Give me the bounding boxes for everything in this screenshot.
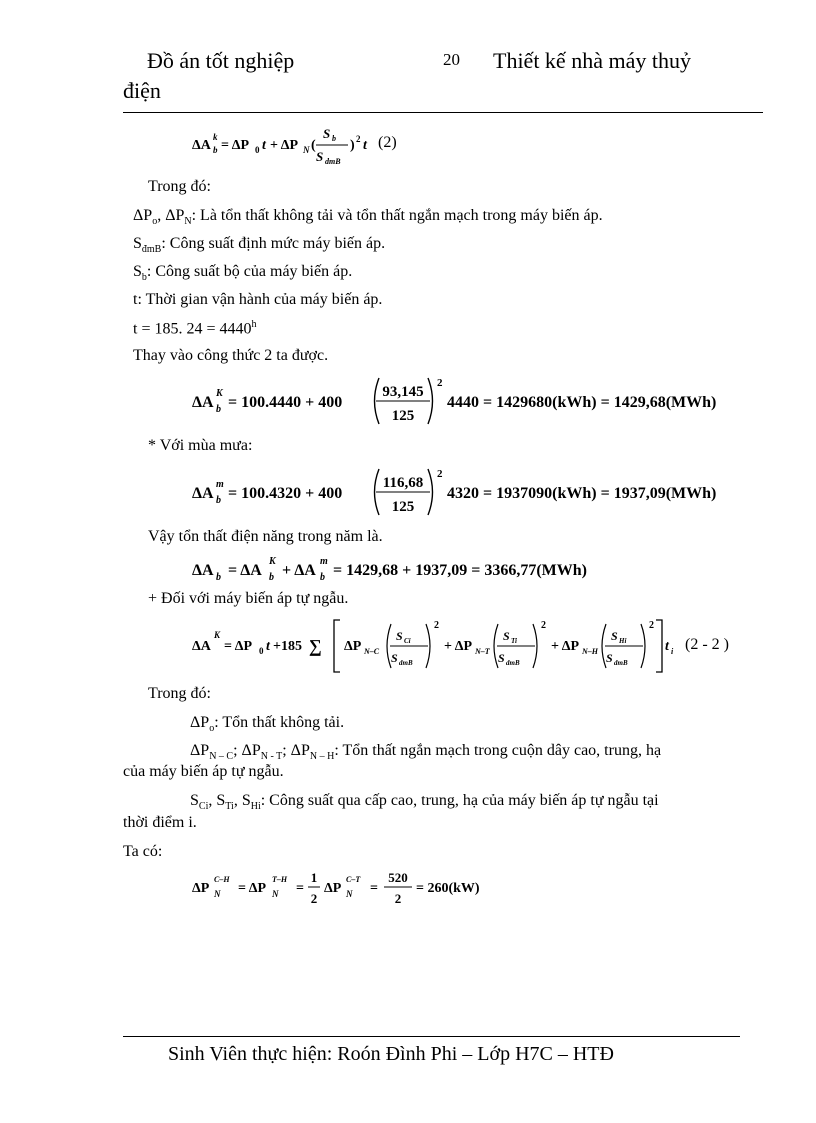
equation-2-2-label: (2 - 2 )	[685, 636, 729, 653]
svg-text:N–H: N–H	[582, 647, 598, 656]
svg-text:ΔA: ΔA	[192, 639, 211, 654]
where-heading-2: Trong đó:	[148, 685, 211, 702]
def-dp-text: : Là tổn thất không tải và tổn thất ngắn mạch trong máy biến áp.	[191, 207, 603, 224]
def-sdm: $S_{đmB}$: Công suất định mức máy biến áp.	[133, 235, 386, 256]
t-unit: h	[251, 319, 257, 330]
def-sb-text: : Công suất bộ của máy biến áp.	[146, 263, 353, 280]
svg-text:∑: ∑	[309, 636, 322, 656]
equation-sum	[192, 552, 652, 586]
svg-text:= ΔA: = ΔA	[228, 562, 262, 579]
eq-m-num: 116,68	[382, 475, 424, 491]
svg-text:t: t	[363, 138, 367, 153]
svg-text:b: b	[213, 145, 218, 155]
svg-text:i: i	[671, 647, 674, 656]
eq-sum-result: = 1429,68 + 1937,09 = 3366,77(MWh)	[333, 562, 588, 579]
svg-text:t: t	[262, 138, 266, 153]
svg-text:=: =	[296, 881, 304, 896]
svg-text:N: N	[303, 145, 310, 155]
header-rule	[123, 112, 763, 113]
svg-text:dmB: dmB	[399, 659, 413, 667]
svg-text:0: 0	[259, 646, 264, 656]
eq-pn-frac-num: 1	[310, 870, 318, 885]
svg-text:Ti: Ti	[511, 637, 517, 645]
svg-text:S: S	[323, 126, 331, 141]
equation-rainy-season	[192, 463, 762, 521]
svg-text:): )	[350, 138, 355, 153]
svg-text:k: k	[213, 132, 218, 142]
svg-text:ΔP: ΔP	[192, 881, 210, 896]
def2-pn-cont: của máy biến áp tự ngẫu.	[123, 763, 284, 780]
footer-rule	[123, 1036, 740, 1037]
svg-text:2: 2	[541, 620, 546, 631]
svg-text:b: b	[216, 572, 221, 583]
def2-s-text: : Công suất qua cấp cao, trung, hạ của máy biến áp tự ngẫu tại	[260, 792, 659, 809]
svg-text:m: m	[320, 556, 328, 567]
def2-s: $S_{Ci}$, $S_{Ti}$, $S_{Hi}$: Công suất qua cấp cao, trung, hạ của máy biến áp tự ngẫu tại	[190, 792, 659, 813]
svg-text:S: S	[606, 651, 613, 665]
svg-text:ΔA: ΔA	[192, 138, 211, 153]
svg-text:(: (	[311, 138, 316, 153]
header-title-right: Thiết kế nhà máy thuỷ	[493, 48, 691, 73]
svg-text:S: S	[396, 629, 403, 643]
svg-text:b: b	[332, 134, 336, 143]
equation-pn-svg	[192, 862, 522, 912]
svg-text:S: S	[498, 651, 505, 665]
svg-text:+185: +185	[273, 639, 302, 654]
eq-k-consts: = 100.4440 + 400	[228, 394, 343, 411]
svg-text:K: K	[214, 630, 221, 640]
equation-2-2-svg	[192, 614, 752, 678]
svg-text:+ ΔP: + ΔP	[270, 138, 299, 153]
svg-text:b: b	[269, 572, 274, 583]
svg-text:2: 2	[434, 620, 439, 631]
svg-text:t: t	[266, 639, 270, 654]
eq-m-den: 125	[391, 499, 415, 515]
equation-rainy-svg	[192, 463, 762, 521]
svg-text:m: m	[216, 479, 224, 490]
svg-text:= ΔP: = ΔP	[224, 639, 253, 654]
equation-dry-svg	[192, 372, 762, 430]
t-calculation	[133, 319, 257, 338]
eq-pn-result: = 260(kW)	[416, 881, 480, 896]
eq-k-num: 93,145	[382, 384, 424, 400]
svg-text:N–T: N–T	[475, 647, 490, 656]
svg-text:S: S	[316, 149, 324, 164]
svg-text:2: 2	[437, 468, 443, 480]
ta-co-text: Ta có:	[123, 843, 163, 860]
svg-text:ΔP: ΔP	[344, 639, 362, 654]
footer-text: Sinh Viên thực hiện: Roón Đình Phi – Lớp H7C – HTĐ	[168, 1043, 614, 1065]
svg-text:C–H: C–H	[214, 875, 230, 884]
svg-text:b: b	[216, 495, 221, 506]
header-title-wrap: điện	[123, 78, 161, 103]
svg-text:dmB: dmB	[325, 157, 341, 166]
def2-pn: $\Delta P_{N - C}$; $\Delta P_{N - T}$; $\Delta P_{N - H}$: Tổn thất ngắn mạch trong cuộn dây cao, trung, hạ	[190, 742, 662, 763]
equation-sum-svg	[192, 552, 652, 586]
svg-text:0: 0	[255, 145, 260, 155]
svg-text:K: K	[216, 388, 223, 399]
svg-text:N: N	[214, 889, 221, 899]
def2-p0-text: : Tổn thất không tải.	[214, 714, 345, 731]
svg-text:= ΔP: = ΔP	[221, 138, 250, 153]
t-calc-text: t = 185. 24 = 4440	[133, 320, 252, 338]
svg-text:N: N	[272, 889, 279, 899]
svg-text:N–C: N–C	[364, 647, 380, 656]
substitute-text: Thay vào công thức 2 ta được.	[133, 347, 329, 364]
eq-m-result: 4320 = 1937090(kWh) = 1937,09(MWh)	[447, 485, 717, 502]
svg-text:N: N	[346, 889, 353, 899]
svg-text:2: 2	[356, 134, 361, 144]
equation-2-2	[192, 614, 752, 678]
svg-text:ΔA: ΔA	[192, 485, 214, 502]
svg-text:Ci: Ci	[404, 637, 411, 645]
eq-k-result: 4440 = 1429680(kWh) = 1429,68(MWh)	[447, 394, 717, 411]
svg-text:= ΔP: = ΔP	[238, 881, 267, 896]
equation-dry-season	[192, 372, 762, 430]
svg-text:2: 2	[649, 620, 654, 631]
svg-text:2: 2	[437, 377, 443, 389]
svg-text:ΔA: ΔA	[192, 562, 214, 579]
yearly-loss-text: Vậy tổn thất điện năng trong năm là.	[148, 528, 383, 545]
def-sb: $S_b$: Công suất bộ của máy biến áp.	[133, 263, 353, 284]
eq-pn-val-den: 2	[394, 891, 402, 906]
svg-text:S: S	[391, 651, 398, 665]
svg-text:=: =	[370, 881, 378, 896]
def-sdm-text: : Công suất định mức máy biến áp.	[161, 235, 386, 252]
def2-pn-text: : Tổn thất ngắn mạch trong cuộn dây cao, trung, hạ	[334, 742, 662, 759]
eq-k-den: 125	[391, 408, 415, 424]
equation-pn	[192, 862, 522, 912]
svg-text:S: S	[503, 629, 510, 643]
header-title-left: Đồ án tốt nghiệp	[147, 48, 295, 73]
def2-p0: $\Delta P_o$: Tổn thất không tải.	[190, 714, 345, 735]
svg-text:+ ΔP: + ΔP	[551, 639, 580, 654]
svg-text:b: b	[320, 572, 325, 583]
eq-m-consts: = 100.4320 + 400	[228, 485, 343, 502]
svg-text:t: t	[665, 639, 669, 654]
svg-text:dmB: dmB	[506, 659, 520, 667]
def-t: t: Thời gian vận hành của máy biến áp.	[133, 291, 383, 308]
svg-text:ΔA: ΔA	[192, 394, 214, 411]
svg-text:b: b	[216, 404, 221, 415]
svg-text:K: K	[269, 556, 276, 567]
equation-2-label: (2)	[378, 134, 397, 151]
svg-text:S: S	[611, 629, 618, 643]
svg-text:T–H: T–H	[272, 875, 288, 884]
page-number: 20	[443, 50, 460, 69]
eq-pn-val-num: 520	[388, 870, 408, 885]
svg-text:C–T: C–T	[346, 875, 361, 884]
eq-pn-frac-den: 2	[310, 891, 318, 906]
def2-s-cont: thời điểm i.	[123, 814, 197, 831]
rainy-season-heading: * Với mùa mưa:	[148, 437, 253, 454]
svg-text:dmB: dmB	[614, 659, 628, 667]
svg-text:+ ΔA: + ΔA	[282, 562, 316, 579]
where-heading-1: Trong đó:	[148, 178, 211, 195]
svg-text:+ ΔP: + ΔP	[444, 639, 473, 654]
def-dp: $\Delta P_o$, $\Delta P_N$: Là tổn thất không tải và tổn thất ngắn mạch trong máy biến áp.	[133, 207, 603, 228]
svg-text:Hi: Hi	[619, 637, 627, 645]
autotransformer-heading: + Đối với máy biến áp tự ngẫu.	[148, 590, 349, 607]
svg-text:ΔP: ΔP	[324, 881, 342, 896]
